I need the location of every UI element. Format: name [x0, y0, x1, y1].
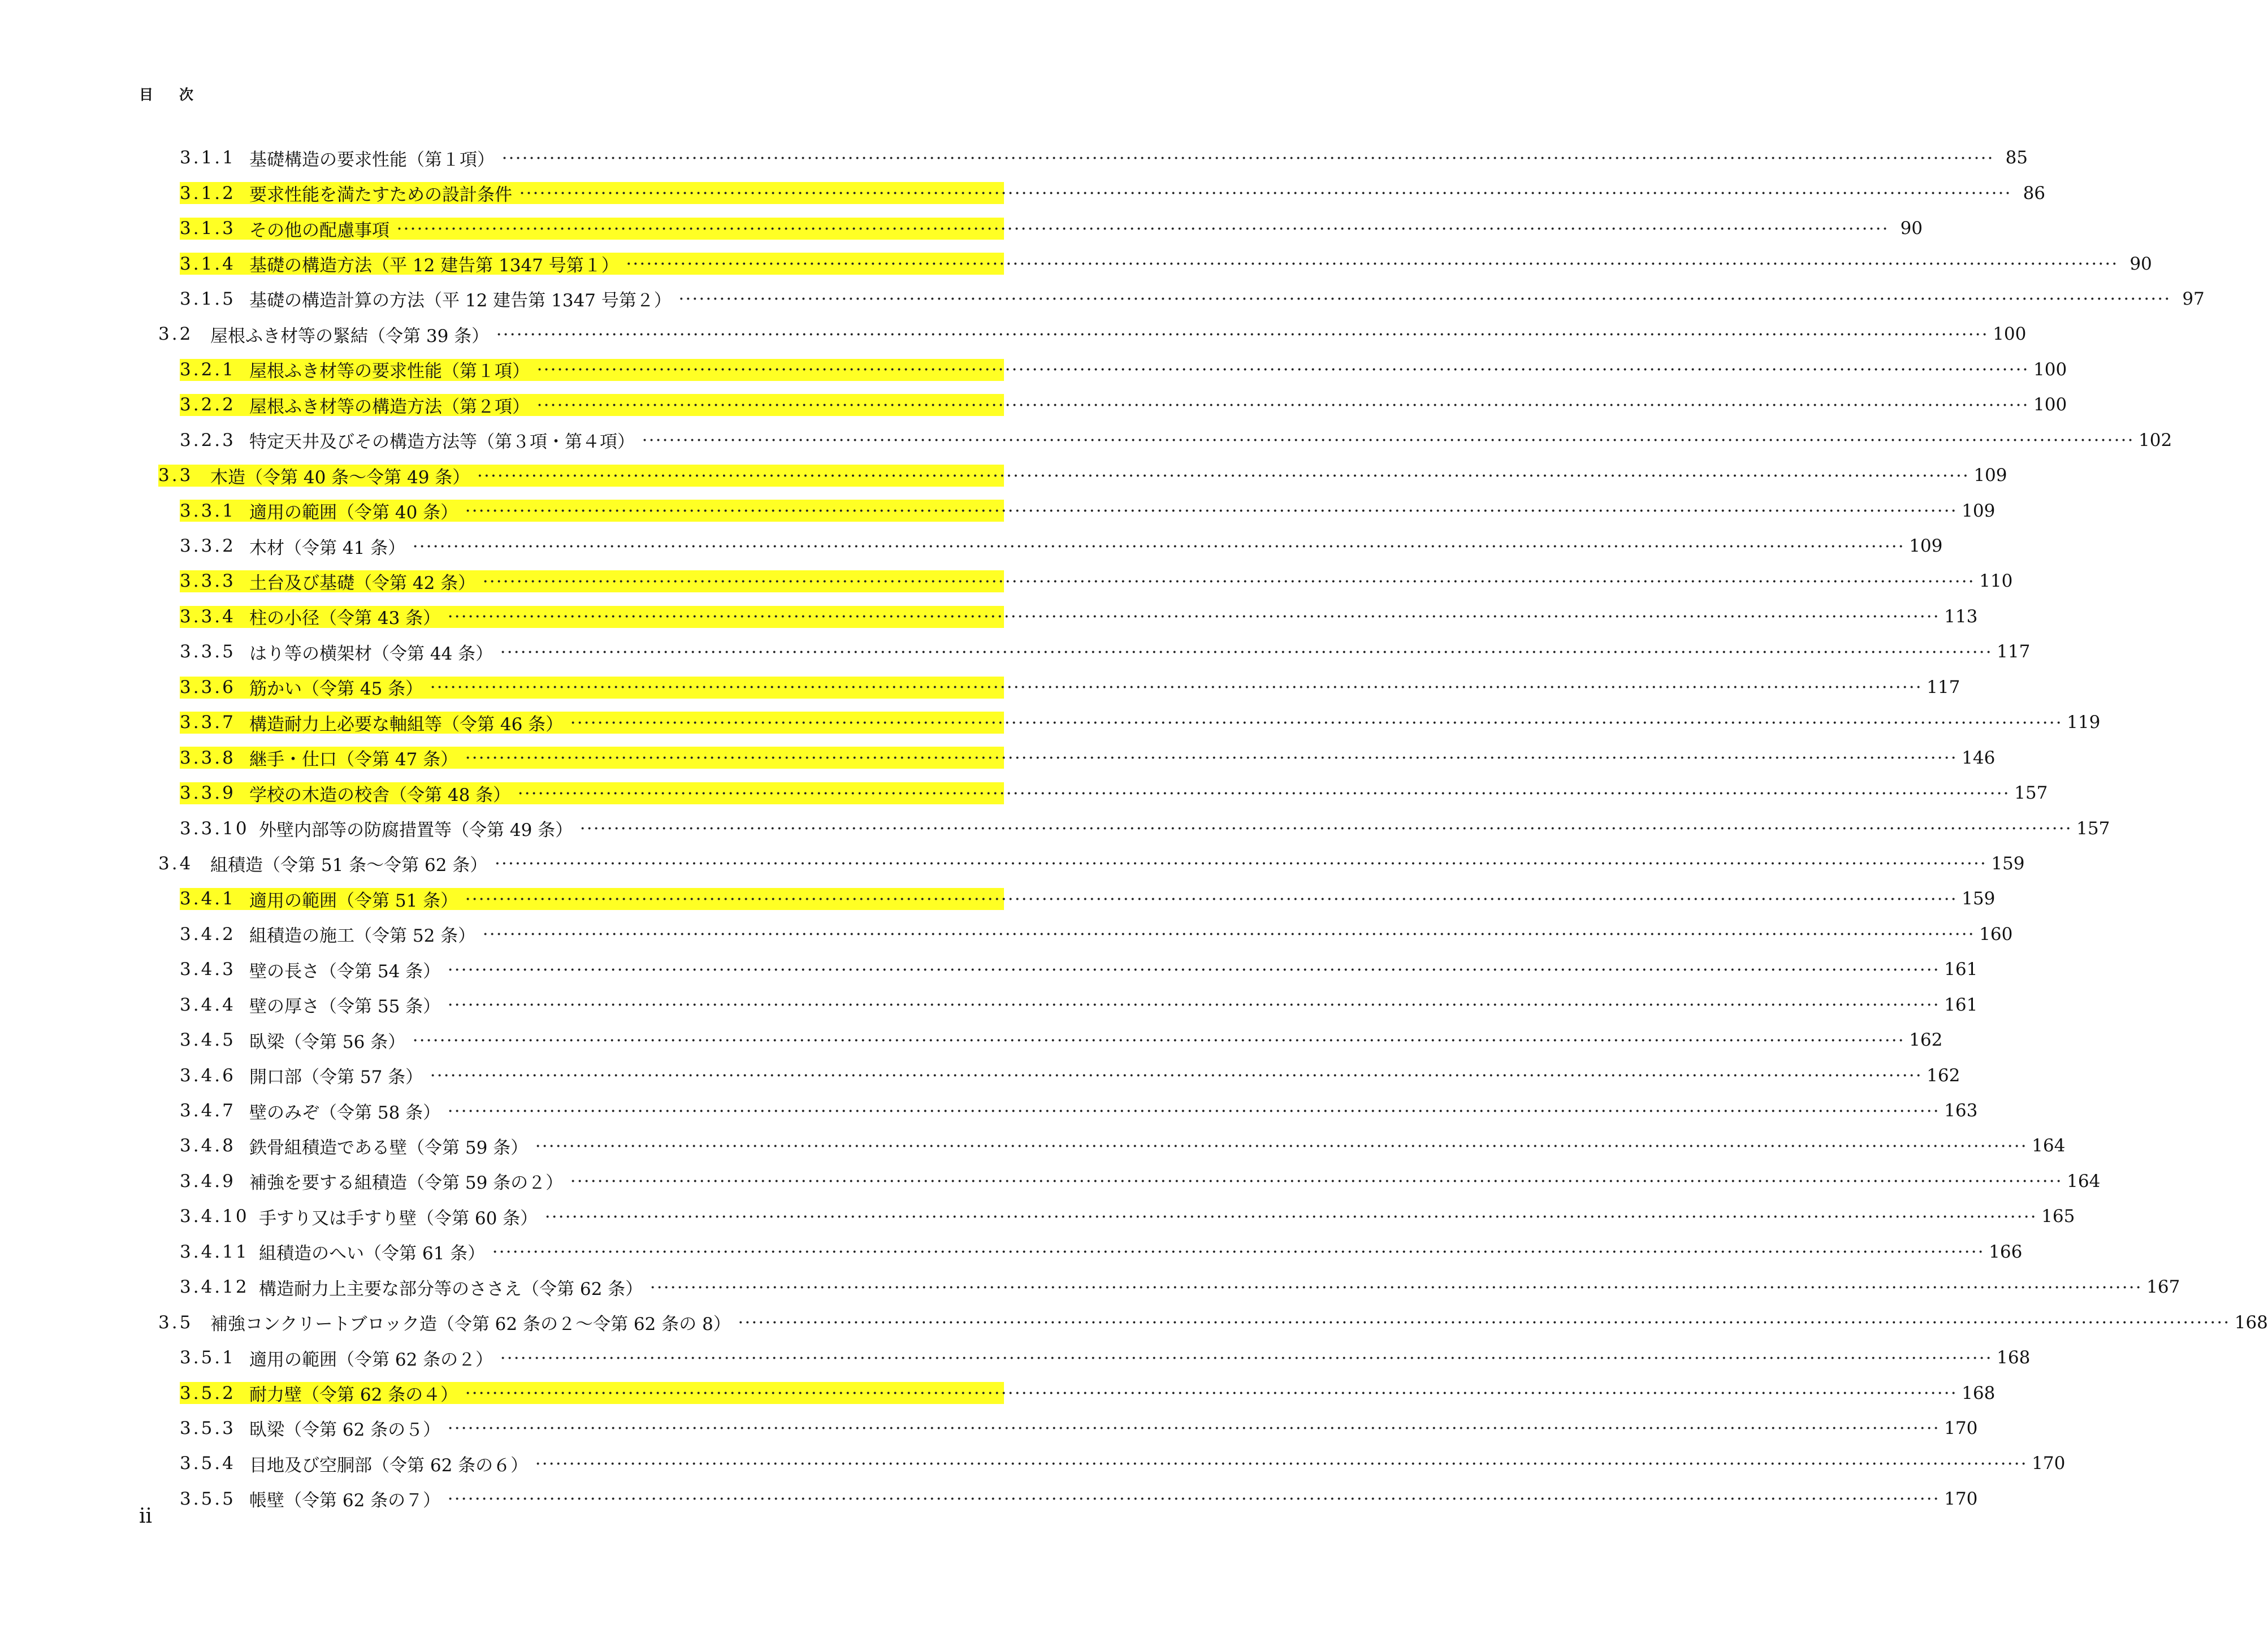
- toc-entry[interactable]: [0, 705, 2101, 740]
- toc-entry-number: 3.4.2: [180, 924, 236, 944]
- toc-entry[interactable]: [0, 140, 2028, 175]
- toc-entry-number: 3.5.5: [180, 1488, 236, 1509]
- toc-entry-number: 3.5: [158, 1312, 193, 1333]
- toc-entry-title: 組積造（令第 51 条～令第 62 条）: [210, 855, 488, 876]
- toc-entry-title: 木造（令第 40 条～令第 49 条）: [210, 467, 470, 488]
- toc-entry-page: 109: [1962, 500, 1996, 521]
- toc-entry-line: [180, 1022, 1943, 1058]
- toc-entry-line: [180, 1199, 2075, 1234]
- toc-entry-page: 85: [2005, 148, 2028, 168]
- toc-entry-number: 3.4.7: [180, 1100, 236, 1121]
- dot-leader: ････････････････････････････････････････････････････････････････････････････････････････････････････････････････････････････････････････････････････････････････････････････････････････････････････････････････････････････: [517, 787, 2010, 801]
- dot-leader: ････････････････････････････････････････････････････････････････････････････････････････････････････････････････････････････････････････････････････････････････････････････････････････････････････････････････････････････: [625, 258, 2118, 272]
- toc-entry-line: [180, 881, 1996, 916]
- toc-entry[interactable]: [0, 564, 2013, 599]
- toc-entry[interactable]: [0, 1093, 1978, 1128]
- toc-entry-number: 3.3.5: [180, 642, 236, 662]
- toc-entry-line: [180, 1446, 2066, 1481]
- toc-entry-line: [180, 423, 2172, 458]
- dot-leader: ････････････････････････････････････････････････････････････････････････････････････････････････････････････････････････････････････････････････････････････････････････････････････････････････････････････････････････････: [492, 1246, 1985, 1260]
- dot-leader: ････････････････････････････････････････････････････････････････････････････････････････････････････････････････････････････････････････････････････････････････････････････････････････････････････････････････････････････: [535, 1457, 2028, 1472]
- toc-entry-line: [180, 917, 2013, 952]
- dot-leader: ････････････････････････････････････････････････････････････････････････････････････････････････････････････････････････････････････････････････････････････････････････････････････････････････････････････････････････････: [536, 398, 2029, 413]
- toc-entry[interactable]: [0, 846, 2025, 881]
- toc-entry-number: 3.4.3: [180, 959, 236, 980]
- toc-entry-page: 157: [2014, 783, 2048, 804]
- toc-entry-line: [158, 846, 2025, 881]
- dot-leader: ････････････････････････････････････････････････････････････････････････････････････････････････････････････････････････････････････････････････････････････････････････････････････････････････････････････････････････････: [447, 999, 1940, 1013]
- dot-leader: ････････････････････････････････････････････････････････････････････････････････････････････････････････････････････････････････････････････････････････････････････････････････････････････････････････････････････････････: [570, 1175, 2063, 1190]
- toc-entry[interactable]: [0, 423, 2172, 458]
- toc-entry-title: 目地及び空胴部（令第 62 条の６）: [249, 1455, 529, 1476]
- toc-entry-line: [180, 1234, 2023, 1269]
- toc-entry-page: 168: [1997, 1347, 2031, 1368]
- toc-entry-page: 117: [1927, 677, 1960, 697]
- toc-entry-line: [158, 317, 2027, 352]
- toc-entry-title: 手すり又は手すり壁（令第 60 条）: [259, 1208, 538, 1229]
- toc-entry-page: 163: [1944, 1100, 1978, 1121]
- toc-entry-number: 3.5.2: [180, 1383, 236, 1403]
- toc-entry-number: 3.3.10: [180, 818, 249, 839]
- toc-entry-title: 開口部（令第 57 条）: [249, 1067, 423, 1088]
- toc-entry-title: 壁の長さ（令第 54 条）: [249, 961, 441, 982]
- toc-entry[interactable]: [0, 1340, 2031, 1375]
- toc-entry-line: [180, 493, 1996, 528]
- toc-entry-page: 164: [2032, 1136, 2066, 1156]
- toc-entry-number: 3.3.7: [180, 712, 236, 733]
- toc-entry-line: [180, 528, 1943, 564]
- toc-entry-title: 継手・仕口（令第 47 条）: [249, 749, 458, 770]
- toc-entry-line: [180, 599, 1978, 634]
- toc-entry-title: 筋かい（令第 45 条）: [249, 679, 423, 700]
- toc-entry-number: 3.2.3: [180, 430, 236, 450]
- toc-entry[interactable]: [0, 1022, 1943, 1058]
- dot-leader: ････････････････････････････････････････････････････････････････････････････････････････････････････････････････････････････････････････････････････････････････････････････････････････････････････････････････････････････: [482, 575, 1975, 590]
- toc-entry-line: [180, 705, 2101, 740]
- dot-leader: ････････････････････････････････････････････････････････････････････････････････････････････････････････････････････････････････････････････････････････････････････････････････････････････････････････････････････････････: [482, 928, 1975, 943]
- toc-entry-page: 109: [1909, 536, 1943, 557]
- dot-leader: ････････････････････････････････････････････････････････････････････････････････････････････････････････････････････････････････････････････････････････････････････････････････････････････････････････････････････････････: [430, 681, 1923, 696]
- toc-entry-line: [180, 1340, 2031, 1375]
- toc-entry-page: 166: [1989, 1241, 2023, 1262]
- toc-entry-title: 構造耐力上主要な部分等のささえ（令第 62 条）: [259, 1279, 643, 1299]
- toc-entry[interactable]: [0, 1269, 2180, 1305]
- dot-leader: ････････････････････････････････････････････････････････････････････････････････････････････････････････････････････････････････････････････････････････････････････････････････････････････････････････････････････････････: [496, 328, 1989, 343]
- toc-entry-line: [180, 1269, 2180, 1305]
- toc-entry-line: [180, 1093, 1978, 1128]
- toc-entry-number: 3.2.1: [180, 359, 236, 380]
- toc-entry-number: 3.3.3: [180, 571, 236, 592]
- toc-entry-page: 86: [2023, 183, 2046, 203]
- toc-entry-number: 3.4.8: [180, 1136, 236, 1156]
- toc-entry-title: 柱の小径（令第 43 条）: [249, 608, 441, 629]
- toc-entry-number: 3.1.3: [180, 218, 236, 239]
- toc-entry-page: 165: [2041, 1206, 2075, 1227]
- toc-entry[interactable]: [0, 775, 2048, 811]
- dot-leader: ････････････････････････････････････････････････････････････････････････････････････････････････････････････････････････････････････････････････････････････････････････････････････････････････････････････････････････････: [447, 1422, 1940, 1437]
- toc-entry-number: 3.5.1: [180, 1347, 236, 1368]
- dot-leader: ････････････････････････････････････････････････････････････････････････････････････････････････････････････････････････････････････････････････････････････････････････････････････････････････････････････････････････････: [477, 469, 1970, 484]
- toc-entry-title: 木材（令第 41 条）: [249, 538, 406, 558]
- toc-entry-number: 3.4.10: [180, 1206, 249, 1227]
- toc-entry[interactable]: [0, 740, 1996, 775]
- toc-entry-page: 90: [2130, 253, 2152, 274]
- toc-entry-page: 100: [2033, 359, 2067, 380]
- dot-leader: ････････････････････････････････････････････････････････････････････････････････････････････････････････････････････････････････････････････････････････････････････････････････････････････････････････････････････････････: [737, 1316, 2230, 1331]
- toc-entry-line: [180, 634, 2031, 669]
- toc-entry[interactable]: [0, 352, 2067, 387]
- toc-entry-number: 3.3.9: [180, 783, 236, 804]
- toc-entry-title: 基礎構造の要求性能（第１項）: [249, 149, 495, 170]
- toc-entry-number: 3.4.4: [180, 994, 236, 1015]
- dot-leader: ････････････････････････････････････････････････････････････････････････････････････････････････････････････････････････････････････････････････････････････････････････････････････････････････････････････････････････････: [465, 892, 1958, 907]
- toc-entry-title: 基礎の構造方法（平 12 建告第 1347 号第１）: [249, 255, 619, 276]
- toc-entry-number: 3.4.9: [180, 1171, 236, 1191]
- toc-entry-page: 119: [2067, 712, 2101, 733]
- dot-leader: ････････････････････････････････････････････････････････････････････････････････････････････････････････････････････････････････････････････････････････････････････････････････････････････････････････････････････････････: [465, 752, 1958, 766]
- toc-entry[interactable]: [0, 1164, 2101, 1199]
- toc-entry-page: 160: [1979, 924, 2013, 944]
- toc-entry-title: 適用の範囲（令第 62 条の２）: [249, 1349, 494, 1370]
- toc-entry-line: [180, 740, 1996, 775]
- toc-entry-title: 屋根ふき材等の構造方法（第２項）: [249, 396, 530, 417]
- toc-entry[interactable]: [0, 1058, 1960, 1093]
- toc-entry-title: 外壁内部等の防腐措置等（令第 49 条）: [259, 820, 573, 841]
- dot-leader: ････････････････････････････････････････････････････････････････････････････････････････････････････････････････････････････････････････････････････････････････････････････････････････････････････････････････････････････: [501, 151, 1994, 166]
- toc-entry-title: 補強コンクリートブロック造（令第 62 条の２～令第 62 条の 8）: [210, 1314, 731, 1335]
- table-of-contents: [0, 140, 2268, 1516]
- toc-entry-page: 97: [2182, 288, 2205, 309]
- toc-entry-page: 117: [1997, 642, 2031, 662]
- dot-leader: ････････････････････････････････････････････････････････････････････････････････････････････････････････････････････････････････････････････････････････････････････････････････････････････････････････････････････････････: [536, 363, 2029, 378]
- toc-entry-page: 170: [2032, 1453, 2066, 1474]
- toc-entry-line: [180, 987, 1978, 1022]
- toc-entry-title: 屋根ふき材等の要求性能（第１項）: [249, 361, 530, 382]
- dot-leader: ････････････････････････････････････････････････････････････････････････････････････････････････････････････････････････････････････････････････････････････････････････････････････････････････････････････････････････････: [396, 222, 1889, 237]
- toc-entry-page: 162: [1927, 1065, 1960, 1086]
- toc-entry-number: 3.3.6: [180, 677, 236, 697]
- toc-entry[interactable]: [0, 917, 2013, 952]
- dot-leader: ････････････････････････････････････････････････････････････････････････････････････････････････････････････････････････････････････････････････････････････････････････････････････････････････････････････････････････････: [412, 540, 1905, 554]
- toc-entry[interactable]: [0, 528, 1943, 564]
- toc-entry-title: 学校の木造の校舎（令第 48 条）: [249, 785, 511, 805]
- toc-entry-title: 帳壁（令第 62 条の７）: [249, 1490, 441, 1511]
- toc-entry[interactable]: [0, 952, 1978, 987]
- toc-entry-number: 3.1.1: [180, 148, 236, 168]
- dot-leader: ････････････････････････････････････････････････････････････････････････････････････････････････････････････････････････････････････････････････････････････････････････････････････････････････････････････････････････････: [570, 716, 2063, 731]
- dot-leader: ････････････････････････････････････････････････････････････････････････････････････････････････････････････････････････････････････････････････････････････････････････････････････････････････････････････････････････････: [544, 1210, 2037, 1225]
- dot-leader: ････････････････････････････････････････････････････････････････････････････････････････････････････････････････････････････････････････････････････････････････････････････････････････････････････････････････････････････: [650, 1281, 2143, 1295]
- toc-entry-title: 臥梁（令第 56 条）: [249, 1032, 406, 1052]
- toc-entry-line: [180, 387, 2067, 422]
- toc-entry-line: [180, 1058, 1960, 1093]
- page-number: ii: [139, 1505, 153, 1528]
- toc-entry-number: 3.3.2: [180, 536, 236, 557]
- toc-entry[interactable]: [0, 493, 1996, 528]
- toc-entry-line: [180, 811, 2110, 846]
- toc-entry-page: 164: [2067, 1171, 2101, 1191]
- toc-entry-number: 3.4: [158, 853, 193, 874]
- toc-entry-title: 壁の厚さ（令第 55 条）: [249, 996, 441, 1017]
- dot-leader: ････････････････････････････････････････････････････････････････････････････････････････････････････････････････････････････････････････････････････････････････････････････････････････････････････････････････････････････: [500, 1351, 1993, 1366]
- toc-entry-page: 157: [2076, 818, 2110, 839]
- toc-entry-page: 109: [1973, 465, 2007, 486]
- toc-entry-title: 組積造の施工（令第 52 条）: [249, 926, 476, 947]
- toc-entry-line: [180, 281, 2205, 317]
- toc-entry[interactable]: [0, 1305, 2268, 1340]
- dot-leader: ････････････････････････････････････････････････････････････････････････････････････････････････････････････････････････････････････････････････････････････････････････････････････････････････････････････････････････････: [535, 1139, 2028, 1154]
- toc-entry[interactable]: [0, 458, 2007, 493]
- toc-entry-page: 162: [1909, 1030, 1943, 1051]
- toc-entry-line: [180, 175, 2046, 210]
- page-header: 目次: [139, 86, 220, 103]
- toc-entry-line: [180, 140, 2028, 175]
- toc-entry-title: はり等の横架材（令第 44 条）: [249, 643, 494, 664]
- toc-entry-line: [180, 775, 2048, 811]
- toc-entry[interactable]: [0, 1199, 2075, 1234]
- toc-entry-number: 3.4.11: [180, 1241, 249, 1262]
- toc-entry-title: 臥梁（令第 62 条の５）: [249, 1420, 441, 1441]
- toc-entry-page: 168: [2234, 1312, 2268, 1333]
- toc-entry-line: [180, 1164, 2101, 1199]
- dot-leader: ････････････････････････････････････････････････････････････････････････････････････････････････････････････････････････････････････････････････････････････････････････････････････････････････････････････････････････････: [412, 1034, 1905, 1048]
- toc-entry[interactable]: [0, 317, 2027, 352]
- toc-entry[interactable]: [0, 811, 2110, 846]
- toc-entry[interactable]: [0, 211, 1923, 246]
- toc-entry-number: 3.3.1: [180, 500, 236, 521]
- toc-entry-title: 適用の範囲（令第 51 条）: [249, 890, 458, 911]
- toc-entry-page: 159: [1991, 853, 2025, 874]
- toc-entry-title: 組積造のへい（令第 61 条）: [259, 1243, 486, 1264]
- toc-entry[interactable]: [0, 599, 1978, 634]
- toc-entry-number: 3.4.6: [180, 1065, 236, 1086]
- toc-entry-title: 壁のみぞ（令第 58 条）: [249, 1102, 441, 1123]
- toc-entry[interactable]: [0, 246, 2152, 281]
- dot-leader: ････････････････････････････････････････････････････････････････････････････････････････････････････････････････････････････････････････････････････････････････････････････････････････････････････････････････････････････: [519, 187, 2012, 202]
- toc-entry-number: 3.3.8: [180, 747, 236, 768]
- toc-entry-title: 土台及び基礎（令第 42 条）: [249, 573, 476, 593]
- toc-entry-title: 適用の範囲（令第 40 条）: [249, 502, 458, 523]
- toc-entry-line: [180, 952, 1978, 987]
- toc-entry-number: 3.2: [158, 324, 193, 345]
- dot-leader: ････････････････････････････････････････････････････････････････････････････････････････････････････････････････････････････････････････････････････････････････････････････････････････････････････････････････････････････: [465, 505, 1958, 519]
- toc-entry-page: 113: [1944, 606, 1978, 627]
- toc-entry-number: 3.1.5: [180, 288, 236, 309]
- toc-entry-title: 耐力壁（令第 62 条の４）: [249, 1385, 458, 1406]
- toc-entry[interactable]: [0, 1481, 1978, 1516]
- toc-entry-page: 161: [1944, 959, 1978, 980]
- toc-entry-line: [180, 1481, 1978, 1516]
- toc-entry-number: 3.2.2: [180, 395, 236, 415]
- toc-entry-page: 170: [1944, 1418, 1978, 1438]
- toc-entry-page: 90: [1900, 218, 1923, 239]
- toc-entry-page: 110: [1979, 571, 2013, 592]
- dot-leader: ････････････････････････････････････････････････････････････････････････････････････････････････････････････････････････････････････････････････････････････････････････････････････････････････････････････････････････････: [678, 293, 2171, 307]
- toc-entry-line: [180, 564, 2013, 599]
- toc-entry[interactable]: [0, 387, 2067, 422]
- toc-entry-line: [180, 1411, 1978, 1446]
- toc-entry[interactable]: [0, 634, 2031, 669]
- toc-entry-number: 3.3: [158, 465, 193, 486]
- toc-entry-number: 3.4.12: [180, 1277, 249, 1298]
- dot-leader: ････････････････････････････････････････････････････････････････････････････････････････････････････････････････････････････････････････････････････････････････････････････････････････････････････････････････････････････: [642, 434, 2135, 449]
- toc-entry-page: 146: [1962, 747, 1996, 768]
- toc-entry-title: 基礎の構造計算の方法（平 12 建告第 1347 号第２）: [249, 291, 672, 311]
- dot-leader: ････････････････････････････････････････････････････････････････････････････････････････････････････････････････････････････････････････････････････････････････････････････････････････････････････････････････････････････: [430, 1069, 1923, 1084]
- dot-leader: ････････････････････････････････････････････････････････････････････････････････････････････････････････････････････････････････････････････････････････････････････････････････････････････････････････････････････････････: [500, 645, 1993, 660]
- toc-entry[interactable]: [0, 987, 1978, 1022]
- toc-entry-page: 168: [1962, 1383, 1996, 1403]
- toc-entry-page: 170: [1944, 1488, 1978, 1509]
- toc-entry[interactable]: [0, 1411, 1978, 1446]
- toc-entry-number: 3.5.3: [180, 1418, 236, 1438]
- toc-entry-title: 屋根ふき材等の緊結（令第 39 条）: [210, 326, 490, 346]
- toc-entry-number: 3.4.5: [180, 1030, 236, 1051]
- toc-entry-number: 3.5.4: [180, 1453, 236, 1474]
- toc-entry-title: 鉄骨組積造である壁（令第 59 条）: [249, 1137, 529, 1158]
- toc-entry-number: 3.1.2: [180, 183, 236, 203]
- toc-entry-page: 159: [1962, 889, 1996, 909]
- toc-entry[interactable]: [0, 1128, 2066, 1163]
- toc-entry-title: 補強を要する組積造（令第 59 条の２）: [249, 1173, 564, 1194]
- toc-entry-line: [180, 352, 2067, 387]
- toc-entry-page: 100: [1993, 324, 2027, 345]
- dot-leader: ････････････････････････････････････････････････････････････････････････････････････････････････････････････････････････････････････････････････････････････････････････････････････････････････････････････････････････････: [579, 822, 2072, 837]
- toc-entry[interactable]: [0, 1446, 2066, 1481]
- toc-entry[interactable]: [0, 281, 2205, 317]
- toc-entry-page: 100: [2033, 395, 2067, 415]
- toc-entry[interactable]: [0, 1375, 1996, 1410]
- toc-entry-line: [180, 246, 2152, 281]
- toc-entry-title: 構造耐力上必要な軸組等（令第 46 条）: [249, 714, 564, 735]
- toc-entry[interactable]: [0, 1234, 2023, 1269]
- toc-entry-title: 特定天井及びその構造方法等（第３項・第４項）: [249, 432, 635, 453]
- toc-entry-page: 167: [2146, 1277, 2180, 1298]
- toc-entry-line: [180, 211, 1923, 246]
- toc-entry-page: 102: [2139, 430, 2172, 450]
- toc-entry-number: 3.3.4: [180, 606, 236, 627]
- dot-leader: ････････････････････････････････････････････････････････････････････････････････････････････････････････････････････････････････････････････････････････････････････････････････････････････････････････････････････････････: [447, 1104, 1940, 1119]
- toc-entry-page: 161: [1944, 994, 1978, 1015]
- toc-entry-number: 3.1.4: [180, 253, 236, 274]
- toc-entry-title: その他の配慮事項: [249, 220, 389, 241]
- dot-leader: ････････････････････････････････････････････････････････････････････････････････････････････････････････････････････････････････････････････････････････････････････････････････････････････････････････････････････････････: [447, 1493, 1940, 1507]
- toc-entry-line: [180, 670, 1960, 705]
- toc-entry-line: [180, 1375, 1996, 1410]
- dot-leader: ････････････････････････････････････････････････････････････････････････････････････････････････････････････････････････････････････････････････････････････････････････････････････････････････････････････････････････････: [447, 610, 1940, 625]
- toc-entry-line: [180, 1128, 2066, 1163]
- toc-entry[interactable]: [0, 670, 1960, 705]
- dot-leader: ････････････････････････････････････････････････････････････････････････････････････････････････････････････････････････････････････････････････････････････････････････････････････････････････････････････････････････････: [494, 857, 1987, 872]
- toc-entry-line: [158, 1305, 2268, 1340]
- dot-leader: ････････････････････････････････････････････････････････････････････････････････････････････････････････････････････････････････････････････････････････････････････････････････････････････････････････････････････････････: [465, 1387, 1958, 1402]
- toc-entry-line: [158, 458, 2007, 493]
- toc-entry-title: 要求性能を満たすための設計条件: [249, 185, 512, 206]
- dot-leader: ････････････････････････････････････････････････････････････････････････････････････････････････････････････････････････････････････････････････････････････････････････････････････････････････････････････････････････････: [447, 963, 1940, 978]
- toc-entry[interactable]: [0, 881, 1996, 916]
- toc-entry-number: 3.4.1: [180, 889, 236, 909]
- toc-entry[interactable]: [0, 175, 2046, 210]
